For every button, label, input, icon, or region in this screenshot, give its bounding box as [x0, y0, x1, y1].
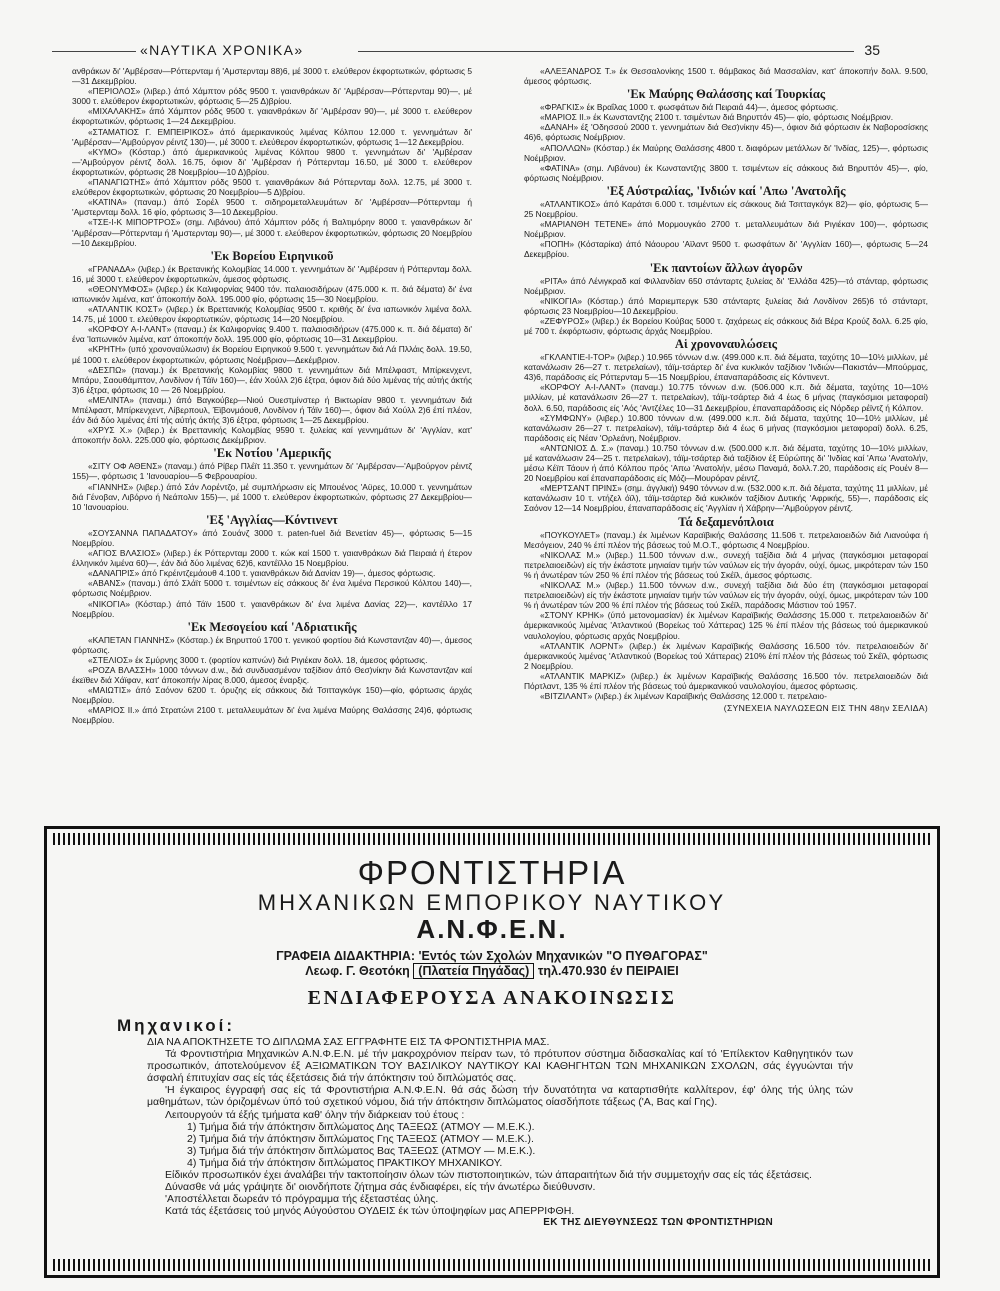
section-heading: 'Εκ Μεσογείου καί 'Αδριατικῆς — [187, 619, 357, 634]
addressee-label: Μηχανικοί: — [117, 1016, 236, 1035]
announcement-paragraph: Τά Φροντιστήρια Μηχανικών Α.Ν.Φ.Ε.Ν. μέ τήν μακροχρόνιον πείραν των, τό πρότυπον σύστημα διδασκαλίας καί τό 'Επίλεκτον Καθηγητικόν των προσωπικόν, άποτελούμενον έξ ΑΞΙΩΜΑΤΙΚΩΝ ΤΟΥ ΒΑΣΙΛΙΚΟΥ ΝΑΥΤΙΚΟΥ ΚΑΙ ΚΑΘΗΓΗΤΩΝ ΤΩΝ ΜΗΧΑΝΙΚΩΝ ΣΧΟΛΩΝ, σάς έγγυώνται τήν άσφαλή έπιτυχίαν σας είς τάς έξετάσεις διά τήν άπόκτησιν τού διπλώματός σας. — [147, 1048, 853, 1085]
right-column — [524, 66, 928, 713]
charter-entry: «ΚΟΡΦΟΥ Α-Ι-ΛΑΝΤ» (παναμ.) έκ Καλιφορνίας 9.400 τ. παλαιοσιδήρων (475.000 κ. π. διά δέματα) δι' ένα 'Ιαπωνικόν λιμένα, κατ' άποκοπήν δολλ. 195.000 φίο, φόρτωσις 10—31 Δεκεμβρίου. — [72, 324, 472, 345]
charter-entry: «ΦΑΤΙΝΑ» (σημ. Λιβάνου) έκ Κωνσταντζης 3800 τ. τσιμέντων είς σάκκους διά Βηρυττόν 45)—, φίο, φόρτωσις Νοέμβριον. — [524, 162, 928, 183]
ad-acronym: Α.Ν.Φ.Ε.Ν. — [416, 914, 568, 944]
section-heading: 'Εκ παντοίων ἄλλων ἀγορῶν — [649, 260, 803, 275]
charter-entry: «ΣΤΕΛΙΟΣ» έκ Σμύρνης 3000 τ. (φορτίον καπνών) διά Ριγιέκαν δολλ. 18, άμεσος φόρτωσις. — [88, 654, 428, 665]
publication-title: «ΝΑΥΤΙΚΑ ΧΡΟΝΙΚΑ» — [140, 42, 304, 58]
announcement-body — [147, 1036, 853, 1217]
charter-entry: «ΣΟΥΣΑΝΝΑ ΠΑΠΑΔΑΤΟΥ» άπό Σουάνζ 3000 τ. paten-fuel διά Βενετίαν 45)—, φόρτωσις 5—15 Νοεμβρίου. — [72, 527, 472, 548]
call-to-action: ΔΙΑ ΝΑ ΑΠΟΚΤΗΣΕΤΕ ΤΟ ΔΙΠΛΩΜΑ ΣΑΣ ΕΓΓΡΑΦΗΤΕ ΕΙΣ ΤΑ ΦΡΟΝΤΙΣΤΗΡΙΑ ΜΑΣ. — [147, 1036, 550, 1048]
charter-entry: «ΓΡΑΝΑΔΑ» (λιβερ.) έκ Βρετανικής Κολομβίας 14.000 τ. γεννημάτων δι' 'Αμβέρσαν ή Ρόττερνταμ δολλ. 16, μέ 3000 τ. ελεύθερον έκφορτωτικών, άμεσος φόρτωσις. — [72, 263, 472, 284]
charter-entry: «ΜΙΧΑΛΑΚΗΣ» άπό Χάμπτον ρόδς 9500 τ. γαιανθράκων δι' 'Αμβέρσαν 90)—, μέ 3000 τ. ελεύθερον έκφορτωτικών, φόρτωσις 1—24 Δεκεμβρίου. — [72, 106, 472, 127]
departments-list — [187, 1121, 853, 1169]
department-item: 1) Τμήμα διά τήν άπόκτησιν διπλώματος Δης ΤΑΞΕΩΣ (ΑΤΜΟΥ — Μ.Ε.Κ.). — [187, 1120, 535, 1133]
charter-entry: «ΠΟΠΗ» (Κόσταρίκα) άπό Νάουρου 'Αϊλαντ 9500 τ. φωσφάτων δι' 'Αγγλίαν 160)—, φόρτωσις 5—24 Δεκεμβρίου. — [524, 239, 928, 260]
charter-entry: «ΣΤΑΜΑΤΙΟΣ Γ. ΕΜΠΕΙΡΙΚΟΣ» άπό άμερικανικούς λιμένας Κόλπου 12.000 τ. γεννημάτων δι' 'Αμβέρσαν—'Αμβούργον ρέιντζ 130)—, μέ 3000 τ. ελεύθερον έκφορτωτικών, φόρτωσις 1—12 Δεκεμβρίου. — [72, 126, 472, 147]
charter-entry: «ΑΤΛΑΝΤΙΚΟΣ» άπό Καράτσι 6.000 τ. τσιμέντων είς σάκκους διά Τσιτταγκόγκ 82)— φίο, φόρτωσις 5—25 Νοεμβρίου. — [524, 198, 928, 220]
charter-entry: «ΚΡΗΤΗ» (υπό χρονοναύλωσιν) έκ Βορείου Ειρηνικού 9.500 τ. γεννημάτων διά Λά Πλλάις δολλ. 19.50, μέ 1000 τ. ελεύθερον έκφορτωτικών, φόρτωσις Νοέμβριον—Δεκέμβριον. — [72, 344, 472, 365]
charter-entry: «ΣΙΤΥ ΟΦ ΑΘΕΝΣ» (παναμ.) άπό Ρίβερ Πλέϊτ 11.350 τ. γεννημάτων δι' 'Αμβέρσαν—'Αμβούργον ρέιντζ 155)—, φόρτωσις 1 'Ιανουαρίου—5 Φεβρουαρίου. — [72, 461, 472, 482]
charter-entry: «ΜΑΡΙΟΣ ΙΙ.» άπό Στρατώνι 2100 τ. μεταλλευμάτων δι' ένα λιμένα Μαύρης Θαλάσσης 24)6, φόρτωσις Νοεμβρίου. — [72, 705, 472, 726]
announcement-paragraph: 'Αποστέλλεται δωρεάν τό πρόγραμμα τής έξεταστέας ύλης. — [165, 1193, 439, 1206]
ad-signature: ΕΚ ΤΗΣ ΔΙΕΥΘΥΝΣΕΩΣ ΤΩΝ ΦΡΟΝΤΙΣΤΗΡΙΩΝ — [543, 1217, 773, 1229]
departments-intro: Λειτουργούν τά έξής τμήματα καθ' όλην τήν διάρκειαν τού έτους : — [165, 1108, 465, 1121]
charter-entry: «ΜΑΡΙΑΝΘΗ ΤΕΤΕΝΕ» άπό Μορμουγκάο 2700 τ. μεταλλευμάτων διά Ριγιέκαν 100)—, φόρτωσις Νοέμβριον. — [524, 219, 928, 240]
department-item: 3) Τμήμα διά τήν άπόκτησιν διπλώματος Βας ΤΑΞΕΩΣ (ΑΤΜΟΥ — Μ.Ε.Κ.). — [187, 1144, 536, 1157]
department-item: 2) Τμήμα διά τήν άπόκτησιν διπλώματος Γης ΤΑΞΕΩΣ (ΑΤΜΟΥ — Μ.Ε.Κ.). — [187, 1132, 534, 1145]
advertisement-box — [44, 826, 940, 1278]
charter-entry: «ΚΥΜΟ» (Κόσταρ.) άπό άμερικανικούς λιμένας Κόλπου 9800 τ. γεννημάτων δι' 'Αμβέρσαν—'Αμβούργον ρέιντζ δολλ. 16.75, όφιον δι' 'Αμβέρσαν ή Ρόττερνταμ 16.50, μέ 3000 τ. ελεύθερον έκφορτωτικών, φόρτωσις 28 Νοεμβρίου—10 Δ)βρίου. — [72, 146, 472, 177]
office-label: ΓΡΑΦΕΙΑ ΔΙΔΑΚΤΗΡΙΑ: — [276, 949, 419, 963]
header-rule-left — [52, 51, 136, 52]
charter-entry: «ΑΓΙΟΣ ΒΛΑΣΙΟΣ» (λιβερ.) έκ Ρόττερνταμ 2000 τ. κώκ καί 1500 τ. γαιανθράκων διά Πειραιά ή έτερον έλληνικόν λιμένα 60)—, έάν διά δύο λιμένας 62)6, καντέϊλλο 15 Νοεμβρίου. — [72, 548, 472, 569]
announcement-heading: ΕΝΔΙΑΦΕΡΟΥΣΑ ΑΝΑΚΟΙΝΩΣΙΣ — [307, 987, 677, 1009]
charter-entry: «ΣΥΜΦΩΝΥ» (λιβερ.) 10.800 τόννων d.w. (499.000 κ.π. διά δέματα, ταχύτης 10—10½ μιλλίων, μέ κατανάλωσιν 26—27 τ. πετρελαίων), τάϊμ-τσάρτερ διά 4 έως 6 μήνας (παγκόσμιοι μεταφοραί) δολλ. 6.25, παράδοσις είς Νέαν 'Ορλεάνη, Νοέμβριον. — [524, 412, 928, 443]
section-heading: 'Εξ Αύστραλίας, 'Ινδιών καί 'Απω 'Ανατολῆς — [606, 183, 846, 198]
section-heading: 'Εξ 'Αγγλίας—Κόντινεντ — [206, 512, 338, 527]
left-column — [72, 66, 472, 726]
charter-entry: «ΠΟΥΚΟΥΛΕΤ» (παναμ.) έκ λιμένων Καραϊβικής Θαλάσσης 11.506 τ. πετρελαιοειδών διά Λιανούφα ή Μεσόγειον, 240 % έπί πλέον τής βάσεως τού Μ.Ο.Τ., φόρτωσις 4 Νοεμβρίου. — [524, 529, 928, 550]
charter-entry: «ΚΑΤΙΝΑ» (παναμ.) άπό Σορέλ 9500 τ. σιδηρομεταλλευμάτων δι' 'Αμβέρσαν—Ρόττερνταμ ή 'Αμστερνταμ δολλ. 16 φίο, φόρτωσις 3—10 Δεκεμβρίου. — [72, 197, 472, 218]
charter-entry: «ΝΙΚΟΛΑΣ Μ.» (λιβερ.) 11.500 τόννων d.w., συνεχή ταξίδια διά δύο έτη (παγκόσμιοι μεταφοραί πετρελαιοειδών) είς τήν έκάστοτε μηνιαίαν τιμήν τών ναύλων είς τήν άγοράν, ούχί, όμως, μικρότεραν τών 100 % ή άνωτέραν τών 200 % έπί πλέον τής βάσεως τού Σκέϊλ, παράδοσις Μάστιον τού 1957. — [524, 580, 928, 611]
department-item: 4) Τμήμα διά τήν άπόκτησιν διπλώματος ΠΡΑΚΤΙΚΟΥ ΜΗΧΑΝΙΚΟΥ. — [187, 1156, 503, 1169]
advertisement-content — [47, 847, 937, 1257]
office-street: Λεωφ. Γ. Θεοτόκη — [305, 964, 414, 978]
charter-entry: «ΜΕΛΙΝΤΑ» (παναμ.) άπό Βαγκούβερ—Νιού Ουεστμίνστερ ή Βικτωρίαν 9800 τ. γεννημάτων διά Μπέλφαστ, Μπίρκενχεντ, Λίβερπουλ, Έϊβονμάουθ, Λονδίνον ή Τάϊν 160)—, όφιον διά Χούλλ 2)6 έπί πλέον, έάν διά δύο λιμένας έπί τής αύτής άκτής 3)6 έξτρα, φόρτωσις 1—25 Δεκεμβρίου. — [72, 394, 472, 426]
announcement-paragraph: 'Η έγκαιρος έγγραφή σας είς τά Φροντιστήρια Α.Ν.Φ.Ε.Ν. θά σάς δώση τήν δυνατότητα να καταρτισθήτε καλλίτερον, έφ' όλης τής ύλης τών μαθημάτων, τών όριζομένων ύπό τού σχετικού νόμου, διά τήν άπόκτησιν διπλώματος οίασδήποτε τάξεως ('Α, Βας καί Γης). — [147, 1084, 853, 1109]
charter-entry: «ΔΑΝΑΗ» έξ 'Οδησσού 2000 τ. γεννημάτων διά Θεσ)νίκην 45)—, όφιον διά φόρτωσιν έκ Ναβοροσίσκης 46)6, φόρτωσις Νοέμβριον. — [524, 122, 928, 143]
charter-entry: «ΝΙΚΟΓΙΑ» (Κόσταρ.) άπό Μαριεμπεργκ 530 στάνταρτς ξυλείας διά Λονδίνον 265)6 τό στάνταρτ, φόρτωσις 23 Νοεμβρίου—10 Δεκεμβρίου. — [524, 295, 928, 316]
charter-entry: «ΑΤΛΑΝΤΙΚ ΜΑΡΚΙΖ» (λιβερ.) έκ λιμένων Καραϊβικής Θαλάσσης 16.500 τόν. πετρελαιοειδών διά Πόρτλαντ, 135 % έπί πλέον τής βάσεως τού άμερικανικού ναυλολογίου, άμεσος φόρτωσις. — [524, 670, 928, 691]
charter-entry: «ΜΕΡΤΣΑΝΤ ΠΡΙΝΣ» (σημ. άγγλική) 9490 τόννων d.w. (532.000 κ.π. διά δέματα, ταχύτης 11 μιλλίων, μέ κατανάλωσιν 10 τ. ντήζελ όϊλ), τάϊμ-τσάρτερ διά κυκλικόν ταξίδιον Δυτικής 'Αφρικής, 55)—, παράδοσις είς Σαόνον 12—14 Νοεμβρίου, έπαναπαράδοσις είς 'Αγγλίαν ή Χάβρην—'Αμβούργον ρέιντζ. — [524, 483, 928, 514]
ad-subtitle: ΜΗΧΑΝΙΚΩΝ ΕΜΠΟΡΙΚΟΥ ΝΑΥΤΙΚΟΥ — [257, 890, 727, 915]
charter-entry: «ΑΒΑΝΣ» (παναμ.) άπό Σλάϊτ 5000 τ. τσιμέντων είς σάκκους δι' ένα λιμένα Περσικού Κόλπου 140)—, φόρτωσις Νοέμβριον. — [72, 578, 472, 599]
charter-entry: «ΜΑΙΩΤΙΣ» άπό Σαόνον 6200 τ. όρυζης είς σάκκους διά Τσιτταγκόγκ 150)—φίο, φόρτωσις άρχάς Νοεμβρίου. — [72, 685, 472, 706]
decorative-border-top — [53, 833, 931, 845]
charter-entry: «ΔΑΝΑΠΡΙΣ» άπό Γκρέιντζεμάουθ 4.100 τ. γαιανθράκων διά Δανίαν 19)—, άμεσος φόρτωσις. — [88, 568, 436, 579]
charter-entry: «ΠΑΝΑΓΙΩΤΗΣ» άπό Χάμπτον ρόδς 9500 τ. γαιανθράκων διά Ρόττερνταμ δολλ. 12.75, μέ 3000 τ. ελεύθερον έκφορτωτικών, φόρτωσις 20 Νοεμβρίου—5 Δ)βρίου. — [72, 177, 472, 198]
announcement-paragraph: Κατά τάς έξετάσεις τού μηνός Αύγούστου ΟΥΔΕΙΣ έκ τών ύποψηφίων μας ΑΠΕΡΡΙΦΘΗ. — [165, 1205, 575, 1218]
charter-entry: ανθράκων δι' 'Αμβέρσαν—Ρόττερνταμ ή 'Αμστερνταμ 88)6, μέ 3000 τ. ελεύθερον έκφορτωτικών, φόρτωσις 5—31 Δεκεμβρίου. — [72, 66, 472, 87]
charter-entry: «ΤΣΕ-Ι-Κ ΜΙΠΟΡΤΡΟΣ» (σημ. Λιβάνου) άπό Χάμπτον ρόδς ή Βαλτιμόρην 8000 τ. γαιανθράκων δι' 'Αμβέρσαν—Ρόττερνταμ ή 'Αμστερνταμ 90)—, μέ 3000 τ. ελεύθερον έκφορτωτικών, φόρτωσις 20 Νοεμβρίου—10 Δεκεμβρίου. — [72, 217, 472, 248]
charter-entry: «ΑΤΛΑΝΤΙΚ ΛΟΡΝΤ» (λιβερ.) έκ λιμένων Καραϊβικής Θαλάσσης 16.500 τόν. πετρελαιοειδών δι' άμερικανικούς λιμένας 'Ατλαντικού (Βορείως τού Χάττερας) 210% έπί πλέον τής βάσεως τού Σκέϊλ, φόρτωσις 2 Νοεμβρίου. — [524, 640, 928, 671]
continuation-note: (ΣΥΝΕΧΕΙΑ ΝΑΥΛΩΣΕΩΝ ΕΙΣ ΤΗΝ 48ην ΣΕΛΙΔΑ) — [723, 703, 928, 714]
section-heading: 'Εκ Νοτίου 'Αμερικῆς — [213, 446, 331, 461]
office-location: 'Εντός τών Σχολών Μηχανικών "Ο ΠΥΘΑΓΟΡΑΣ" — [418, 949, 708, 963]
charter-entry: «ΠΕΡΙΟΛΟΣ» (λιβερ.) άπό Χάμπτον ρόδς 9500 τ. γαιανθράκων δι' 'Αμβέρσαν—Ρόττερνταμ 90)—, μέ 3000 τ. ελεύθερον έκφορτωτικών, φόρτωσις 5—25 Δ)βρίου. — [72, 86, 472, 107]
charter-entry: «ΘΕΟΝΥΜΦΟΣ» (λιβερ.) έκ Καλιφορνίας 9400 τόν. παλαιοσιδήρων (475.000 κ. π. διά δέματα) δι' ένα ιαπωνικόν λιμένα, κατ' άποκοπήν δολλ. 195.000 φίο, φόρτωσις 15—30 Νοεμβρίου. — [72, 283, 472, 304]
charter-entry: «ΒΙΤΖΙΛΑΝΤ» (λιβερ.) έκ λιμένων Καραϊβικής Θαλάσσης 12.000 τ. πετρελαιο- — [540, 691, 827, 702]
charter-entry: «ΑΝΤΩΝΙΟΣ Δ. Σ.» (παναμ.) 10.750 τόννων d.w. (500.000 κ.π. διά δέματα, ταχύτης 10—10½ μιλλίων, μέ κατανάλωσιν 24—25 τ. πετρελαίων), τάϊμ-τσάρτερ διά ταξίδιον έξ Εύρώπης δι' 'Ινδίας καί 'Απω 'Ανατολήν, μέσω Κέϊπ Τάουν ή άπό Κόλπου πρός 'Απω 'Ανατολήν, μέσω Παναμά, δολλ.7.20, παράδοσις είς Ρουέν 8—20 Νοεμβρίου καί έπαναπαράδοσις είς Μόζι—Μουρόραν ρέιντζ. — [524, 442, 928, 484]
charter-entry: «ΜΑΡΙΟΣ ΙΙ.» έκ Κωνσταντζης 2100 τ. τσιμέντων διά Βηρυττόν 45)— φίο, φόρτωσις Νοέμβριον. — [540, 112, 894, 123]
charter-entry: «ΡΙΤΑ» άπό Λένιγκραδ καί Φιλλανδίαν 650 στάνταρτς ξυλείας δι' 'Ελλάδα 425)—τό στάνταρ, φόρτωσις Νοέμβριον. — [524, 275, 928, 296]
office-line-2 — [91, 964, 893, 979]
charter-entry: «ΑΛΕΞΑΝΔΡΟΣ Τ.» έκ Θεσσαλονίκης 1500 τ. θάμβακος διά Μασσαλίαν, κατ' άποκοπήν δολλ. 9.500, άμεσος φόρτωσις. — [524, 66, 928, 87]
charter-entry: «ΦΡΑΓΚΙΣ» έκ Βραΐλας 1000 τ. φωσφάτων διά Πειραιά 44)—, άμεσος φόρτωσις. — [540, 102, 839, 113]
charter-entry: «ΑΤΛΑΝΤΙΚ ΚΟΣΤ» (λιβερ.) έκ Βρεττανικής Κολομβίας 9500 τ. κριθής δι' ένα ιαπωνικόν λιμένα δολλ. 14.75, μέ 1000 τ. ελεύθερον έκφορτωτικών, φόρτωσις 14—20 Νοεμβρίου. — [72, 304, 472, 325]
announcement-paragraph: Είδικόν προσωπικόν έχει άναλάβει τήν τακτοποίησιν όλων τών πιστοποιητικών, τών άπαραιτήτων διά τήν συμμετοχήν σας είς τάς έξετάσεις. — [165, 1169, 812, 1182]
charter-entry: «ΖΕΦΥΡΟΣ» (λιβερ.) έκ Βορείου Κούβας 5000 τ. ζαχάρεως είς σάκκους διά Βέρα Κρούζ δολλ. 6.25 φίο, μέ 700 τ. έκφόρτωσιν, φόρτωσις άρχάς Νοεμβρίου. — [524, 315, 928, 336]
charter-entry: «ΑΠΟΛΛΩΝ» (Κόσταρ.) έκ Μαύρης Θαλάσσης 4800 τ. διαφόρων μετάλλων δι' 'Ινδίας, 125)—, φόρτωσις Νοέμβριον. — [524, 142, 928, 163]
page-number: 35 — [864, 42, 880, 58]
charter-entry: «ΔΕΣΠΩ» (παναμ.) έκ Βρετανικής Κολομβίας 9800 τ. γεννημάτων διά Μπέλφαστ, Μπίρκενχεντ, Μπάρυ, Σαουθάμπτον, Λονδίνον ή Τάϊν 160)—, έάν Χούλλ 2)6 έξτρα, όφιον διά δύο λιμένας τής αύτής άκτής 3)6 έξτρα, φόρτωσις 10 — 26 Νοεμβρίου. — [72, 364, 472, 395]
charter-entry: «ΧΡΥΣ Χ.» (λιβερ.) έκ Βρεττανικής Κολομβίας 9590 τ. ξυλείας καί γεννημάτων δι' 'Αγγλίαν, κατ' άποκοπήν δολλ. 225.000 φίο, φόρτωσις Δεκέμβριον. — [72, 425, 472, 446]
charter-entry: «ΣΤΟΝΥ ΚΡΗΚ» (ύπό μετονομασίαν) έκ λιμένων Καραϊβικής Θαλάσσης 15.000 τ. πετρελαιοειδών δι' άμερικανικούς λιμένας 'Ατλαντικού (Βορείως τού Χάττερας) 125 % έπί πλέον τής βάσεως τού άμερικανικού ναυλολογίου, φόρτωσις αρχάς Νοεμβρίου. — [524, 610, 928, 641]
charter-entry: «ΓΚΛΑΝΤΙΕ-Ι-ΤΟΡ» (λιβερ.) 10.965 τόννων d.w. (499.000 κ.π. διά δέματα, ταχύτης 10—10½ μιλλίων, μέ κατανάλωσιν 26—27 τ. πετρελαίων), τάϊμ-τσάρτερ δι' ένα κυκλικόν ταξίδιον 'Ινδιών—Πακιστάν—Μπούρμας, 43)6, παράδοσις είς Ρόττερνταμ 5—15 Νοεμβρίου, έπαναπαράδοσις είς Κόντινεντ. — [524, 352, 928, 383]
announcement-paragraph: Δύνασθε νά μάς γράψητε δι' οιονδήποτε ζήτημα σάς ένδιαφέρει, είς τήν άνωτέρω διεύθυνσιν. — [165, 1181, 596, 1194]
office-address — [91, 949, 893, 979]
page-header — [52, 42, 880, 62]
header-rule-right — [358, 51, 854, 52]
decorative-border-bottom — [53, 1259, 931, 1271]
charter-entry: «ΚΟΡΦΟΥ Α-Ι-ΛΑΝΤ» (παναμ.) 10.775 τόννων d.w. (506.000 κ.π. διά δέματα, ταχύτης 10—10½ μιλλίων, μέ κατανάλωσιν 26—27 τ. πετρελαίων), τάϊμ-τσάρτερ διά 4 έως 6 μήνας (παγκόσμιοι μεταφοραί) δολλ. 6.50, παράδοσις είς 'Αός 'Αντζέλες 10—31 Δεκεμβρίου, έπαναπαράδοσις είς Νόρδερ ρέϊντζ ή Κόλπον. — [524, 382, 928, 413]
charter-entry: «ΡΟΖΑ ΒΛΑΣΣΗ» 1000 τόννων d.w., διά συνδυασμένον ταξίδιον άπό Θεσ)νίκην διά Κωνσταντζαν καί έκεϊθεν διά Χάϊφαν, κατ' άποκοπήν λίρας 8.000, άμεσος έναρξις. — [72, 664, 472, 686]
ad-title: ΦΡΟΝΤΙΣΤΗΡΙΑ — [357, 854, 627, 891]
charter-entry: «ΚΑΠΕΤΑΝ ΓΙΑΝΝΗΣ» (Κόσταρ.) έκ Βηρυττού 1700 τ. γενικού φορτίου διά Κωνσταντζαν 40)—, άμεσος φόρτωσις. — [72, 634, 472, 655]
charter-entry: «ΝΙΚΟΓΙΑ» (Κόσταρ.) άπό Τάϊν 1500 τ. γαιανθράκων δι' ένα λιμένα Δανίας 22)—, καντέϊλλο 17 Νοεμβρίου. — [72, 598, 472, 619]
charter-entry: «ΝΙΚΟΛΑΣ Μ.» (λιβερ.) 11.500 τόννων d.w., συνεχή ταξίδια διά 4 μήνας (παγκόσμιοι μεταφοραί πετρελαιοειδών) είς τήν έκάστοτε μηνιαίαν τιμήν τών ναύλων είς τήν άγοράν, ούχί, όμως, μικρότεραν τών 150 % ή άνωτέραν τών 250 % έπί πλέον τής βάσεως τού Σκέϊλ, άμεσος φόρτωσις. — [524, 549, 928, 580]
section-heading: 'Εκ Μαύρης Θαλάσσης καί Τουρκίας — [626, 87, 826, 102]
office-phone: τηλ.470.930 έν ΠΕΙΡΑΙΕΙ — [534, 964, 679, 978]
office-square: (Πλατεία Πηγάδας) — [413, 963, 534, 979]
charter-entry: «ΓΙΑΝΝΗΣ» (λιβερ.) άπό Σάν Λορέντζο, μέ συμπλήρωσιν είς Μπουένος 'Αϋρες, 10.000 τ. γεννημάτων διά Γένοβαν, Λιβόρνο ή Νεάπολιν 155)—, μέ 1000 τ. ελεύθερον έκφορτωτικών, φόρτωσις 27 Δεκεμβρίου—10 'Ιανουαρίου. — [72, 481, 472, 512]
section-heading: Αἱ χρονοναυλώσεις — [674, 337, 778, 352]
office-line-1 — [91, 949, 893, 964]
section-heading: Τά δεξαμενόπλοια — [678, 514, 774, 529]
section-heading: 'Εκ Βορείου Ειρηνικοῦ — [210, 248, 334, 263]
